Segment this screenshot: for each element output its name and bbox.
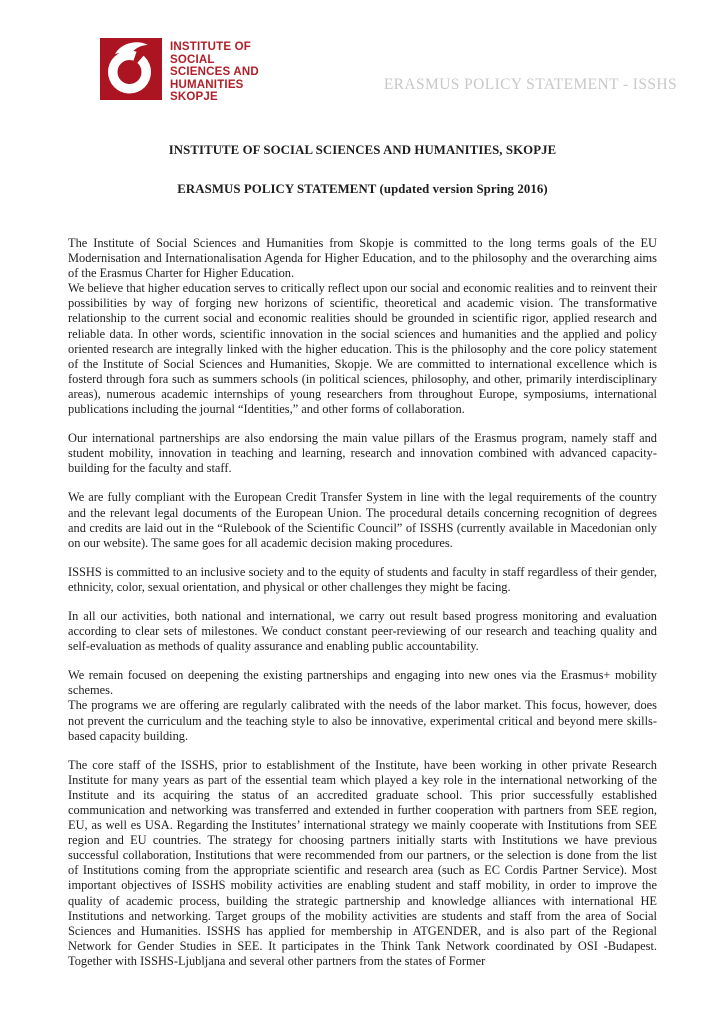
body-text xyxy=(68,236,657,969)
paragraph: The core staff of the ISSHS, prior to establishment of the Institute, have been working in other private Research Institute for many years as part of the essential team which played a key role in the international networking of the Institute and its acquiring the status of an accredited graduate school. This prior successfully established communication and networking was transferred and extended in further cooperation with partners from SEE region, EU, as well es USA. Regarding the Institutes’ international strategy we mainly cooperate with Institutions from SEE region and EU countries. The strategy for choosing partners initially starts with Institutions we have previous successful collaboration, Institutions that were recommended from our partners, or the selection is done from the list of Institutions coming from the appropriate scientific and research area (such as EC Cordis Partner Service). Most important objectives of ISSHS mobility activities are enabling student and staff mobility, in order to improve the quality of academic process, building the strategic partnership and knowledge alliances with international HE Institutions and networking. Target groups of the mobility activities are students and staff from the area of Social Sciences and Humanities. ISSHS has applied for membership in ATGENDER, and is also part of the Regional Network for Gender Studies in SEE. It participates in the Think Tank Network coordinated by OSI -Budapest. Together with ISSHS-Ljubljana and several other partners from the states of Former xyxy=(68,757,657,968)
logo-line: SOCIAL xyxy=(170,53,215,66)
page-title: INSTITUTE OF SOCIAL SCIENCES AND HUMANITIES, SKOPJE xyxy=(168,143,557,157)
logo-line: HUMANITIES xyxy=(170,78,244,91)
institute-logo xyxy=(100,38,259,104)
logo-line: SKOPJE xyxy=(170,91,218,104)
paragraph: ISSHS is committed to an inclusive society and to the equity of students and faculty in staff regardless of their gender, ethnicity, color, sexual orientation, and physical or other challenges they might be facing. xyxy=(68,564,657,594)
institute-logo-wordmark xyxy=(170,38,259,104)
speechmark-ring-icon xyxy=(100,38,162,100)
paragraph: In all our activities, both national and international, we carry out result based progress monitoring and evaluation according to clear sets of milestones. We conduct constant peer-reviewing of our research and teaching quality and self-evaluation as methods of quality assurance and enabling public accountability. xyxy=(68,608,657,654)
logo-line: SCIENCES AND xyxy=(170,66,259,79)
paragraph: We are fully compliant with the European Credit Transfer System in line with the legal requirements of the country and the relevant legal documents of the European Union. The procedural details concerning recognition of degrees and credits are laid out in the “Rulebook of the Scientific Council” of ISSHS (currently available in Macedonian only on our website). The same goes for all academic decision making procedures. xyxy=(68,490,657,550)
paragraph: The programs we are offering are regularly calibrated with the needs of the labor market. This focus, however, does not prevent the curriculum and the teaching style to also be innovative, experimental critical and beyond mere skills-based capacity building. xyxy=(68,698,657,743)
paragraph: The Institute of Social Sciences and Humanities from Skopje is committed to the long terms goals of the EU Modernisation and Internationalisation Agenda for Higher Education, and to the philosophy and the overarching aims of the Erasmus Charter for Higher Education. xyxy=(68,236,657,281)
logo-line: INSTITUTE OF xyxy=(170,41,251,53)
title-block xyxy=(68,143,657,197)
paragraph: We remain focused on deepening the existing partnerships and engaging into new ones via the Erasmus+ mobility schemes. xyxy=(68,668,657,698)
page-subtitle: ERASMUS POLICY STATEMENT (updated version Spring 2016) xyxy=(177,182,548,196)
paragraph: We believe that higher education serves to critically reflect upon our social and economic realities and to reinvent their possibilities by way of forging new horizons of scientific, theoretical and academic vision. The transformative relationship to the current social and economic realities should be grounded in scientific rigor, applied research and reliable data. In other words, scientific innovation in the social sciences and humanities and the applied and policy oriented research are integrally linked with the higher education. This is the philosophy and the core policy statement of the Institute of Social Sciences and Humanities, Skopje. We are committed to international excellence which is fosterd through fora such as summers schools (in political sciences, philosophy, and other, primarily interdisciplinary areas), numerous academic internships of young researchers from throughout Europe, symposiums, international publications including the journal “Identities,” and other forms of collaboration. xyxy=(68,281,657,417)
header-watermark: ERASMUS POLICY STATEMENT - ISSHS xyxy=(383,76,677,93)
paragraph: Our international partnerships are also endorsing the main value pillars of the Erasmus program, namely staff and student mobility, innovation in teaching and learning, research and innovation combined with advanced capacity-building for the faculty and staff. xyxy=(68,431,657,476)
